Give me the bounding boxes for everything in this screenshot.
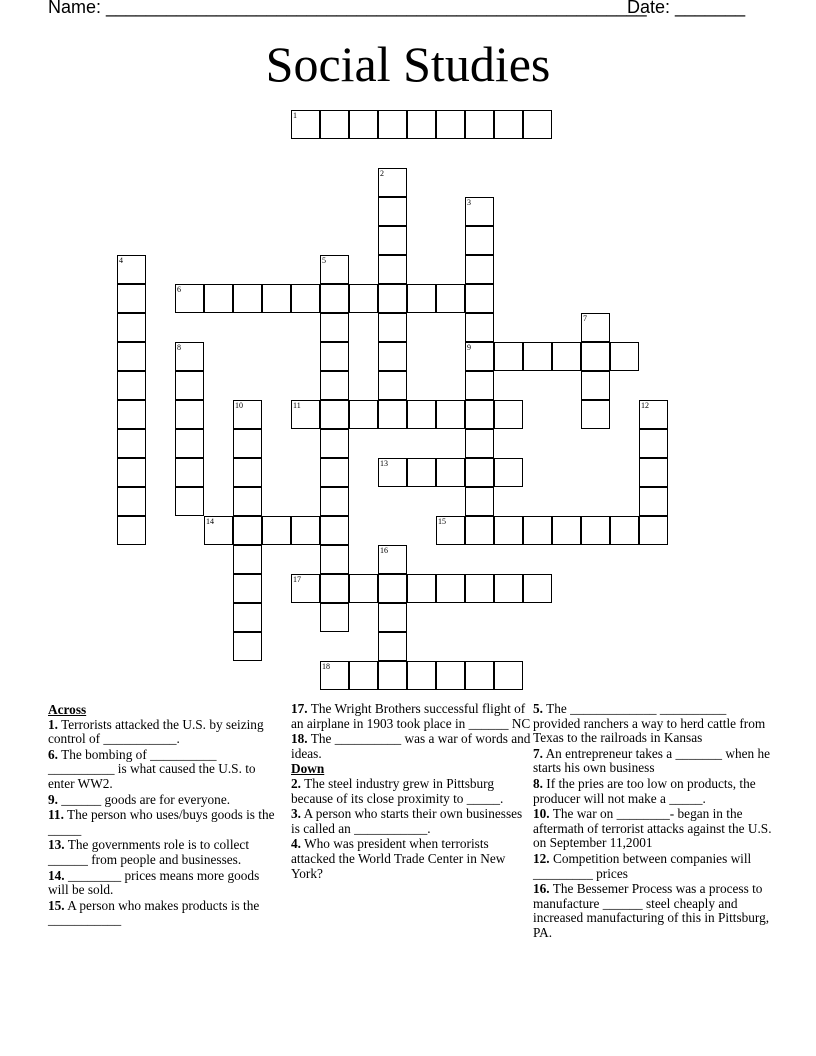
crossword-cell[interactable] (465, 574, 494, 603)
crossword-cell[interactable] (175, 458, 204, 487)
crossword-cell[interactable] (523, 516, 552, 545)
clue-number: 12 (641, 401, 649, 410)
crossword-cell[interactable] (378, 458, 407, 487)
crossword-cell[interactable] (291, 110, 320, 139)
clues-column-2 (291, 702, 531, 882)
crossword-cell[interactable] (291, 400, 320, 429)
crossword-cell[interactable] (117, 516, 146, 545)
clue-number: 11 (293, 401, 301, 410)
clue-number: 16 (380, 546, 388, 555)
crossword-cell[interactable] (378, 400, 407, 429)
crossword-cell[interactable] (175, 371, 204, 400)
clue-number: 7 (583, 314, 587, 323)
crossword-cell[interactable] (465, 342, 494, 371)
crossword-cell[interactable] (175, 487, 204, 516)
crossword-cell[interactable] (233, 603, 262, 632)
crossword-cell[interactable] (494, 574, 523, 603)
crossword-cell[interactable] (465, 313, 494, 342)
crossword-cell[interactable] (523, 574, 552, 603)
clue-number: 10 (235, 401, 243, 410)
crossword-cell[interactable] (465, 255, 494, 284)
crossword-cell[interactable] (494, 400, 523, 429)
crossword-cell[interactable] (233, 516, 262, 545)
clue-number: 4 (119, 256, 123, 265)
clue-number: 8 (177, 343, 181, 352)
crossword-cell[interactable] (175, 429, 204, 458)
clues-column-1 (48, 702, 283, 929)
crossword-cell[interactable] (494, 661, 523, 690)
clue-number: 3 (467, 198, 471, 207)
crossword-cell[interactable] (320, 371, 349, 400)
crossword-cell[interactable] (436, 516, 465, 545)
crossword-cell[interactable] (407, 400, 436, 429)
crossword-cell[interactable] (320, 603, 349, 632)
crossword-cell[interactable] (465, 110, 494, 139)
clue-down-12: 12. Competition between companies will _________ prices (533, 850, 752, 881)
crossword-cell[interactable] (494, 458, 523, 487)
crossword-cell[interactable] (639, 458, 668, 487)
crossword-cell[interactable] (117, 429, 146, 458)
crossword-cell[interactable] (204, 284, 233, 313)
clue-down-3: 3. A person who starts their own businesses is called an ___________. (291, 806, 523, 836)
crossword-cell[interactable] (262, 284, 291, 313)
crossword-cell[interactable] (175, 400, 204, 429)
crossword-cell[interactable] (581, 400, 610, 429)
crossword-cell[interactable] (378, 545, 407, 574)
crossword-cell[interactable] (349, 284, 378, 313)
crossword-cell[interactable] (465, 516, 494, 545)
crossword-cell[interactable] (320, 255, 349, 284)
clue-across-6: 6. The bombing of __________ __________ is what caused the U.S. to enter WW2. (48, 746, 256, 791)
crossword-cell[interactable] (320, 661, 349, 690)
crossword-cell[interactable] (378, 661, 407, 690)
crossword-cell[interactable] (552, 516, 581, 545)
crossword-cell[interactable] (610, 342, 639, 371)
crossword-cell[interactable] (378, 574, 407, 603)
crossword-cell[interactable] (639, 400, 668, 429)
crossword-cell[interactable] (262, 516, 291, 545)
crossword-cell[interactable] (320, 516, 349, 545)
crossword-cell[interactable] (465, 371, 494, 400)
clue-number: 15 (438, 517, 446, 526)
crossword-cell[interactable] (407, 284, 436, 313)
crossword-cell[interactable] (349, 400, 378, 429)
crossword-cell[interactable] (378, 255, 407, 284)
crossword-cell[interactable] (291, 574, 320, 603)
clue-down-5: 5. The _____________ __________ provided ranchers a way to herd cattle from Texas to the railroads in Kansas (533, 701, 766, 746)
crossword-cell[interactable] (407, 574, 436, 603)
crossword-cell[interactable] (407, 661, 436, 690)
crossword-cell[interactable] (378, 603, 407, 632)
crossword-cell[interactable] (320, 545, 349, 574)
crossword-cell[interactable] (436, 574, 465, 603)
crossword-cell[interactable] (494, 516, 523, 545)
crossword-cell[interactable] (465, 197, 494, 226)
crossword-cell[interactable] (378, 168, 407, 197)
crossword-cell[interactable] (320, 284, 349, 313)
clue-down-8: 8. If the pries are too low on products, the producer will not make a _____. (533, 775, 756, 806)
crossword-cell[interactable] (378, 313, 407, 342)
crossword-cell[interactable] (465, 226, 494, 255)
crossword-cell[interactable] (639, 487, 668, 516)
clue-across-14: 14. ________ prices means more goods will be sold. (48, 867, 260, 898)
clue-across-9: 9. ______ goods are for everyone. (48, 791, 231, 807)
crossword-cell[interactable] (378, 110, 407, 139)
clue-down-4: 4. Who was president when terrorists attacked the World Trade Center in New York? (291, 836, 506, 881)
crossword-cell[interactable] (175, 284, 204, 313)
crossword-cell[interactable] (117, 284, 146, 313)
clue-across-17: 17. The Wright Brothers successful flight of an airplane in 1903 took place in ______ NC (291, 701, 531, 731)
crossword-cell[interactable] (233, 284, 262, 313)
crossword-cell[interactable] (378, 197, 407, 226)
crossword-cell[interactable] (610, 516, 639, 545)
crossword-cell[interactable] (436, 661, 465, 690)
crossword-cell[interactable] (117, 487, 146, 516)
crossword-cell[interactable] (639, 429, 668, 458)
crossword-cell[interactable] (117, 400, 146, 429)
crossword-cell[interactable] (523, 342, 552, 371)
crossword-cell[interactable] (233, 429, 262, 458)
crossword-cell[interactable] (320, 313, 349, 342)
crossword-cell[interactable] (581, 371, 610, 400)
crossword-cell[interactable] (465, 487, 494, 516)
clue-across-18: 18. The __________ was a war of words and ideas. (291, 731, 531, 761)
clue-number: 9 (467, 343, 471, 352)
crossword-cell[interactable] (117, 255, 146, 284)
crossword-cell[interactable] (233, 400, 262, 429)
crossword-cell[interactable] (233, 574, 262, 603)
clue-number: 13 (380, 459, 388, 468)
down-heading: Down (291, 761, 325, 777)
crossword-cell[interactable] (436, 458, 465, 487)
crossword-cell[interactable] (117, 313, 146, 342)
clue-down-10: 10. The war on ________- began in the aftermath of terrorist attacks against the U.S. on September 11,2001 (533, 806, 772, 851)
crossword-cell[interactable] (233, 632, 262, 661)
clue-down-2: 2. The steel industry grew in Pittsburg because of its close proximity to _____. (291, 775, 504, 806)
crossword-cell[interactable] (494, 110, 523, 139)
crossword-cell[interactable] (117, 342, 146, 371)
crossword-cell[interactable] (320, 574, 349, 603)
clue-down-7: 7. An entrepreneur takes a _______ when he starts his own business (533, 745, 771, 776)
name-field-label: Name: ______________________________________________________ (48, 0, 647, 17)
page-title: Social Studies (265, 36, 551, 92)
crossword-cell[interactable] (378, 371, 407, 400)
across-heading: Across (48, 702, 87, 717)
crossword-cell[interactable] (320, 429, 349, 458)
crossword-cell[interactable] (639, 516, 668, 545)
crossword-cell[interactable] (320, 110, 349, 139)
crossword-cell[interactable] (407, 458, 436, 487)
crossword-cell[interactable] (494, 342, 523, 371)
crossword-cell[interactable] (117, 458, 146, 487)
crossword-cell[interactable] (291, 516, 320, 545)
clue-number: 2 (380, 169, 384, 178)
crossword-cell[interactable] (378, 284, 407, 313)
crossword-cell[interactable] (233, 545, 262, 574)
clues-column-3 (533, 702, 773, 942)
crossword-cell[interactable] (407, 110, 436, 139)
crossword-cell[interactable] (349, 110, 378, 139)
date-field-label: Date: _______ (627, 0, 746, 17)
crossword-cell[interactable] (436, 400, 465, 429)
crossword-cell[interactable] (581, 516, 610, 545)
crossword-cell[interactable] (320, 458, 349, 487)
crossword-cell[interactable] (378, 342, 407, 371)
crossword-cell[interactable] (465, 429, 494, 458)
clue-number: 6 (177, 285, 181, 294)
clue-number: 18 (322, 662, 330, 671)
crossword-cell[interactable] (320, 342, 349, 371)
clue-number: 5 (322, 256, 326, 265)
crossword-cell[interactable] (581, 342, 610, 371)
crossword-cell[interactable] (233, 458, 262, 487)
crossword-cell[interactable] (233, 487, 262, 516)
clue-across-11: 11. The person who uses/buys goods is the _____ (48, 807, 275, 837)
crossword-cell[interactable] (465, 458, 494, 487)
crossword-cell[interactable] (378, 226, 407, 255)
crossword-cell[interactable] (465, 400, 494, 429)
crossword-cell[interactable] (117, 371, 146, 400)
crossword-cell[interactable] (581, 313, 610, 342)
crossword-cell[interactable] (465, 661, 494, 690)
crossword-cell[interactable] (204, 516, 233, 545)
clue-number: 1 (293, 111, 297, 120)
clue-across-1: 1. Terrorists attacked the U.S. by seizing control of ___________. (48, 716, 264, 747)
crossword-cell[interactable] (320, 400, 349, 429)
clue-number: 17 (293, 575, 301, 584)
crossword-cell[interactable] (175, 342, 204, 371)
crossword-cell[interactable] (465, 284, 494, 313)
crossword-cell[interactable] (320, 487, 349, 516)
crossword-cell[interactable] (523, 110, 552, 139)
clue-across-15: 15. A person who makes products is the ___________ (48, 897, 260, 928)
crossword-cell[interactable] (552, 342, 581, 371)
crossword-cell[interactable] (349, 574, 378, 603)
clue-across-13: 13. The governments role is to collect ______ from people and businesses. (48, 837, 250, 867)
clue-down-16: 16. The Bessemer Process was a process to manufacture ______ steel cheaply and increased manufacturing of this in Pittsburg, PA. (533, 881, 770, 940)
crossword-cell[interactable] (436, 110, 465, 139)
crossword-cell[interactable] (291, 284, 320, 313)
crossword-cell[interactable] (378, 632, 407, 661)
clue-number: 14 (206, 517, 214, 526)
crossword-cell[interactable] (436, 284, 465, 313)
crossword-cell[interactable] (349, 661, 378, 690)
